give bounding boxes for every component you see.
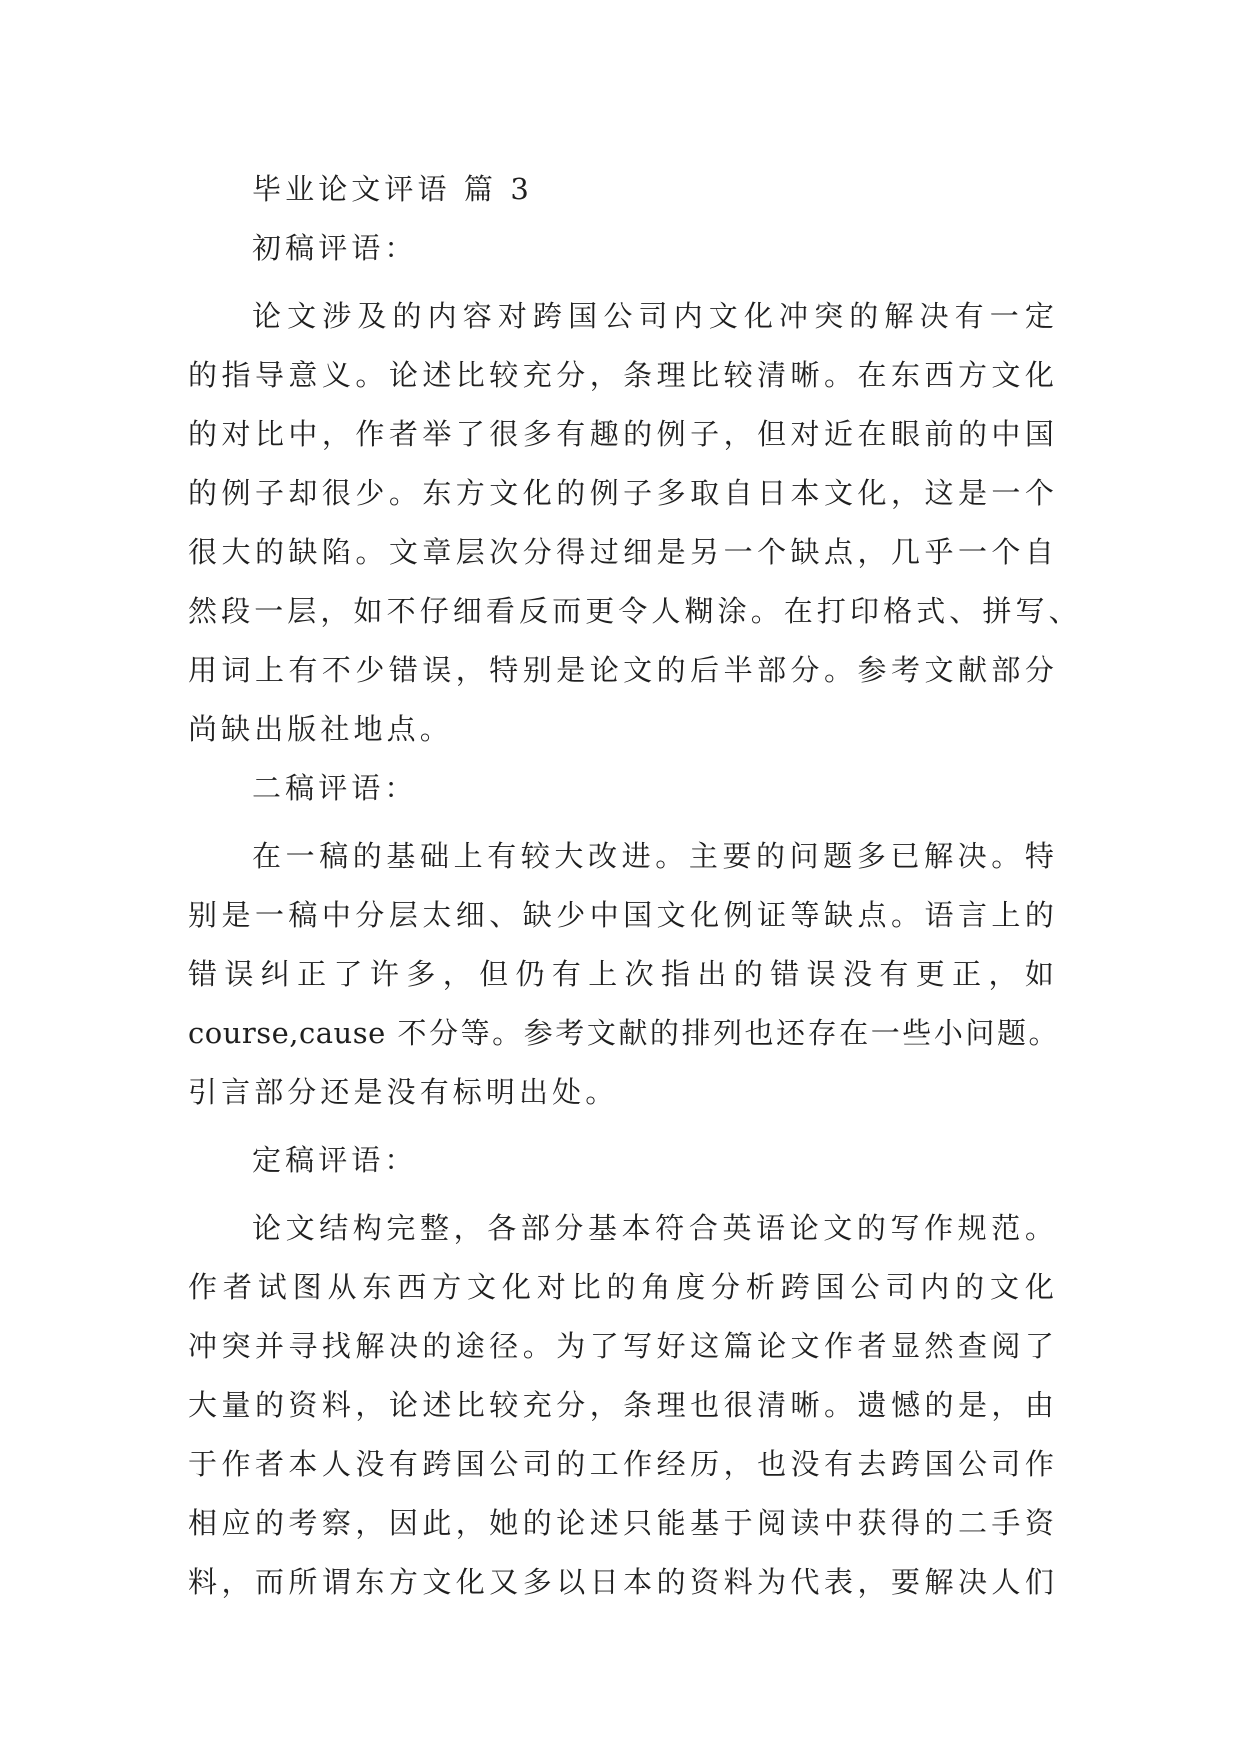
first-draft-line: 的指导意义。论述比较充分，条理比较清晰。在东西方文化 [188, 358, 1058, 392]
second-draft-heading: 二稿评语： [252, 771, 418, 805]
first-draft-line: 尚缺出版社地点。 [188, 712, 453, 746]
first-draft-line: 论文涉及的内容对跨国公司内文化冲突的解决有一定 [252, 299, 1058, 333]
final-draft-line: 料，而所谓东方文化又多以日本的资料为代表，要解决人们 [188, 1565, 1058, 1599]
second-draft-line: 错误纠正了许多，但仍有上次指出的错误没有更正，如 [188, 957, 1058, 991]
first-draft-line: 用词上有不少错误，特别是论文的后半部分。参考文献部分 [188, 653, 1058, 687]
second-draft-line: course,cause 不分等。参考文献的排列也还存在一些小问题。 [188, 1016, 1058, 1050]
final-draft-line: 大量的资料，论述比较充分，条理也很清晰。遗憾的是，由 [188, 1388, 1058, 1422]
second-draft-line: 引言部分还是没有标明出处。 [188, 1075, 619, 1109]
page-title: 毕业论文评语 篇 3 [252, 172, 533, 206]
final-draft-line: 作者试图从东西方文化对比的角度分析跨国公司内的文化 [188, 1270, 1058, 1304]
final-draft-line: 于作者本人没有跨国公司的工作经历，也没有去跨国公司作 [188, 1447, 1058, 1481]
first-draft-heading: 初稿评语： [252, 231, 418, 265]
first-draft-line: 很大的缺陷。文章层次分得过细是另一个缺点，几乎一个自 [188, 535, 1058, 569]
final-draft-line: 论文结构完整，各部分基本符合英语论文的写作规范。 [252, 1211, 1058, 1245]
final-draft-line: 相应的考察，因此，她的论述只能基于阅读中获得的二手资 [188, 1506, 1058, 1540]
document-body [188, 160, 1082, 1612]
second-draft-line: 在一稿的基础上有较大改进。主要的问题多已解决。特 [252, 839, 1058, 873]
final-draft-line: 冲突并寻找解决的途径。为了写好这篇论文作者显然查阅了 [188, 1329, 1058, 1363]
final-draft-heading: 定稿评语： [252, 1143, 418, 1177]
first-draft-line: 然段一层，如不仔细看反而更令人糊涂。在打印格式、拼写、 [188, 594, 1082, 628]
first-draft-line: 的对比中，作者举了很多有趣的例子，但对近在眼前的中国 [188, 417, 1058, 451]
first-draft-line: 的例子却很少。东方文化的例子多取自日本文化，这是一个 [188, 476, 1058, 510]
second-draft-line: 别是一稿中分层太细、缺少中国文化例证等缺点。语言上的 [188, 898, 1058, 932]
